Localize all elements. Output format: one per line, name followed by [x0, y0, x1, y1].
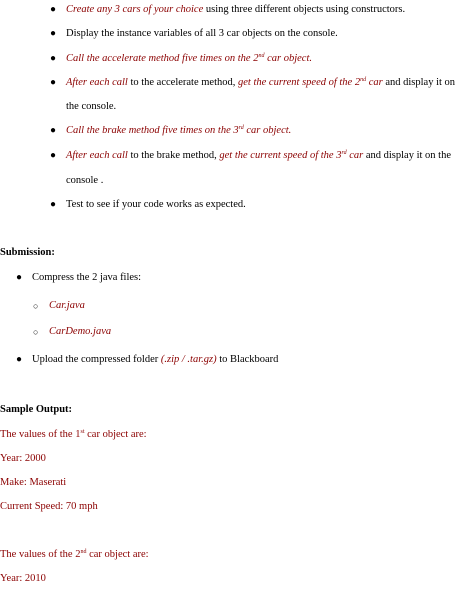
hollow-bullet-icon: ○	[33, 327, 39, 337]
text-run: to Blackboard	[216, 354, 279, 365]
bullet-icon: ●	[50, 28, 57, 39]
text-run: Call the accelerate method five times on the 2	[66, 53, 259, 64]
text-run: Display the instance variables of all 3 car objects on the console.	[66, 28, 338, 39]
text-run: get the current speed of the 3	[219, 150, 342, 161]
bullet-icon: ●	[50, 199, 57, 210]
text-run: Test to see if your code works as expected.	[66, 199, 246, 210]
text-run: to the accelerate method,	[127, 77, 239, 88]
task-item-5	[66, 124, 291, 138]
task-item-4	[66, 76, 455, 90]
text-run: nd	[258, 53, 265, 59]
text-run: Year: 2010	[0, 573, 46, 584]
hollow-bullet-icon: ○	[33, 301, 39, 311]
output-line	[0, 548, 149, 562]
bullet-icon: ●	[16, 272, 23, 283]
text-run: car object are:	[84, 429, 147, 440]
text-run: The values of the 1	[0, 429, 81, 440]
task-item-4-continuation: the console.	[66, 101, 117, 112]
text-run: Year: 2000	[0, 453, 46, 464]
task-item-2	[66, 27, 338, 41]
text-run: car	[366, 77, 383, 88]
task-item-6-continuation: console .	[66, 175, 104, 186]
task-item-1	[66, 3, 405, 17]
text-run: Current Speed: 70 mph	[0, 501, 98, 512]
text-run: st	[80, 429, 85, 435]
text-run: After each call	[66, 150, 128, 161]
text-run: (.zip / .tar.gz)	[160, 354, 217, 365]
output-line	[0, 500, 98, 514]
text-run: get the current speed of the 2	[238, 77, 361, 88]
text-run: Create any 3 cars of your choice	[66, 4, 204, 15]
text-run: rd	[341, 150, 347, 156]
submission-heading: Submission:	[0, 247, 55, 258]
text-run: Make: Maserati	[0, 477, 67, 488]
text-run: Call the brake method five times on the 3	[66, 125, 239, 136]
task-item-7	[66, 198, 246, 212]
text-run: and display it on	[382, 77, 456, 88]
text-run: rd	[238, 125, 244, 131]
text-run: The values of the 2	[0, 549, 81, 560]
text-run: nd	[80, 549, 87, 555]
text-run: Upload the compressed folder	[32, 354, 161, 365]
output-line	[0, 452, 46, 466]
sample-output-heading: Sample Output:	[0, 404, 73, 415]
text-run: nd	[360, 77, 367, 83]
text-run: car	[346, 150, 364, 161]
file-item-car: Car.java	[49, 300, 85, 311]
file-item-cardemo: CarDemo.java	[49, 326, 112, 337]
text-run: using three different objects using constructors.	[203, 4, 406, 15]
compress-instruction: Compress the 2 java files:	[32, 272, 142, 283]
text-run: car object are:	[86, 549, 149, 560]
task-item-6	[66, 149, 451, 163]
output-line	[0, 428, 147, 442]
text-run: After each call	[66, 77, 128, 88]
text-run: car object.	[264, 53, 312, 64]
text-run: car object.	[243, 125, 292, 136]
bullet-icon: ●	[50, 53, 57, 64]
bullet-icon: ●	[50, 4, 57, 15]
bullet-icon: ●	[50, 150, 57, 161]
output-line	[0, 476, 66, 490]
upload-instruction	[32, 353, 278, 367]
output-line	[0, 572, 46, 586]
bullet-icon: ●	[16, 354, 23, 365]
text-run: and display it on the	[363, 150, 451, 161]
task-item-3	[66, 52, 312, 66]
text-run: to the brake method,	[127, 150, 220, 161]
bullet-icon: ●	[50, 125, 57, 136]
bullet-icon: ●	[50, 77, 57, 88]
